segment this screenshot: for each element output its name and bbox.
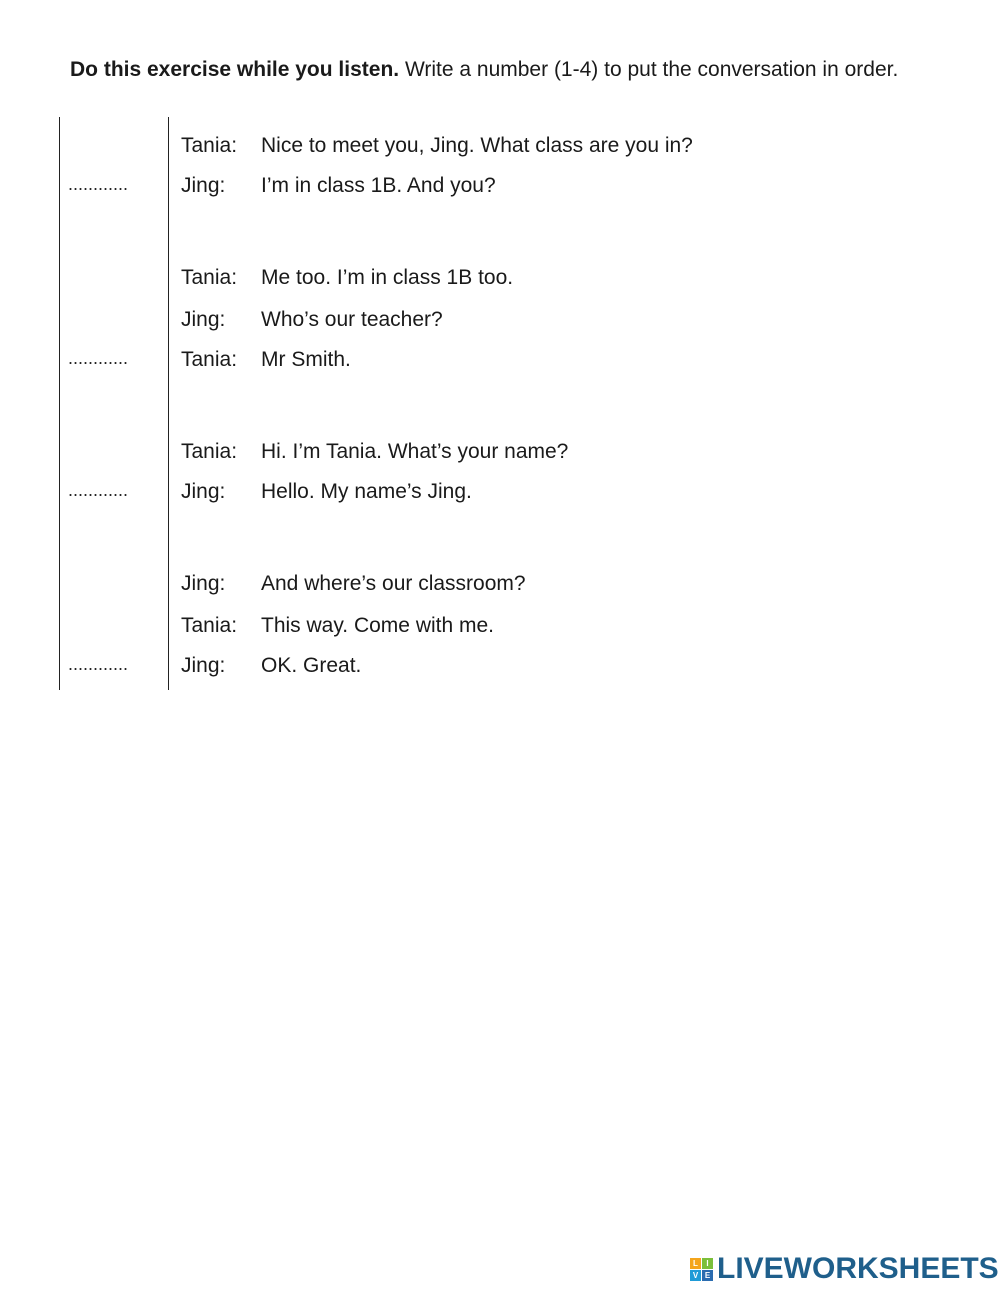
speaker-label: Tania: xyxy=(181,614,238,637)
utterance-text: OK. Great. xyxy=(261,654,362,677)
instruction-bold: Do this exercise while you listen. xyxy=(70,58,400,81)
utterance-text: Hi. I’m Tania. What’s your name? xyxy=(261,440,569,463)
speaker-label: Tania: xyxy=(181,266,238,289)
dialogue-line xyxy=(0,134,1000,160)
logo-mark-cell: L xyxy=(690,1258,701,1269)
utterance-text: Nice to meet you, Jing. What class are you in? xyxy=(261,134,693,157)
answer-blank-2[interactable]: ............ xyxy=(68,348,129,368)
utterance-text: Me too. I’m in class 1B too. xyxy=(261,266,514,289)
logo-mark-cell: I xyxy=(702,1258,713,1269)
speaker-label: Jing: xyxy=(181,480,226,503)
utterance-text: And where’s our classroom? xyxy=(261,572,526,595)
dialogue-line xyxy=(0,572,1000,598)
dialogue-line xyxy=(0,654,1000,680)
logo-mark-cell: V xyxy=(690,1270,701,1281)
speaker-label: Jing: xyxy=(181,572,226,595)
utterance-text: Who’s our teacher? xyxy=(261,308,443,331)
dialogue-line xyxy=(0,480,1000,506)
logo-text: LIVEWORKSHEETS xyxy=(717,1252,999,1285)
instruction xyxy=(70,58,898,82)
answer-blank-3[interactable]: ............ xyxy=(68,480,129,500)
dialogue-line xyxy=(0,308,1000,334)
dialogue-line xyxy=(0,614,1000,640)
dialogue-line xyxy=(0,440,1000,466)
logo-mark-icon xyxy=(690,1258,713,1281)
instruction-rest: Write a number (1-4) to put the conversation in order. xyxy=(399,58,899,81)
speaker-label: Jing: xyxy=(181,308,226,331)
speaker-label: Jing: xyxy=(181,174,226,197)
middle-border-line xyxy=(168,117,169,690)
speaker-label: Tania: xyxy=(181,134,238,157)
liveworksheets-logo xyxy=(690,1252,999,1286)
dialogue-line xyxy=(0,348,1000,374)
answer-blank-4[interactable]: ............ xyxy=(68,654,129,674)
logo-mark-cell: E xyxy=(702,1270,713,1281)
left-border-line xyxy=(59,117,60,690)
speaker-label: Tania: xyxy=(181,348,238,371)
dialogue-line xyxy=(0,174,1000,200)
dialogue-line xyxy=(0,266,1000,292)
answer-blank-1[interactable]: ............ xyxy=(68,174,129,194)
speaker-label: Jing: xyxy=(181,654,226,677)
utterance-text: I’m in class 1B. And you? xyxy=(261,174,496,197)
speaker-label: Tania: xyxy=(181,440,238,463)
utterance-text: This way. Come with me. xyxy=(261,614,494,637)
utterance-text: Hello. My name’s Jing. xyxy=(261,480,472,503)
utterance-text: Mr Smith. xyxy=(261,348,351,371)
